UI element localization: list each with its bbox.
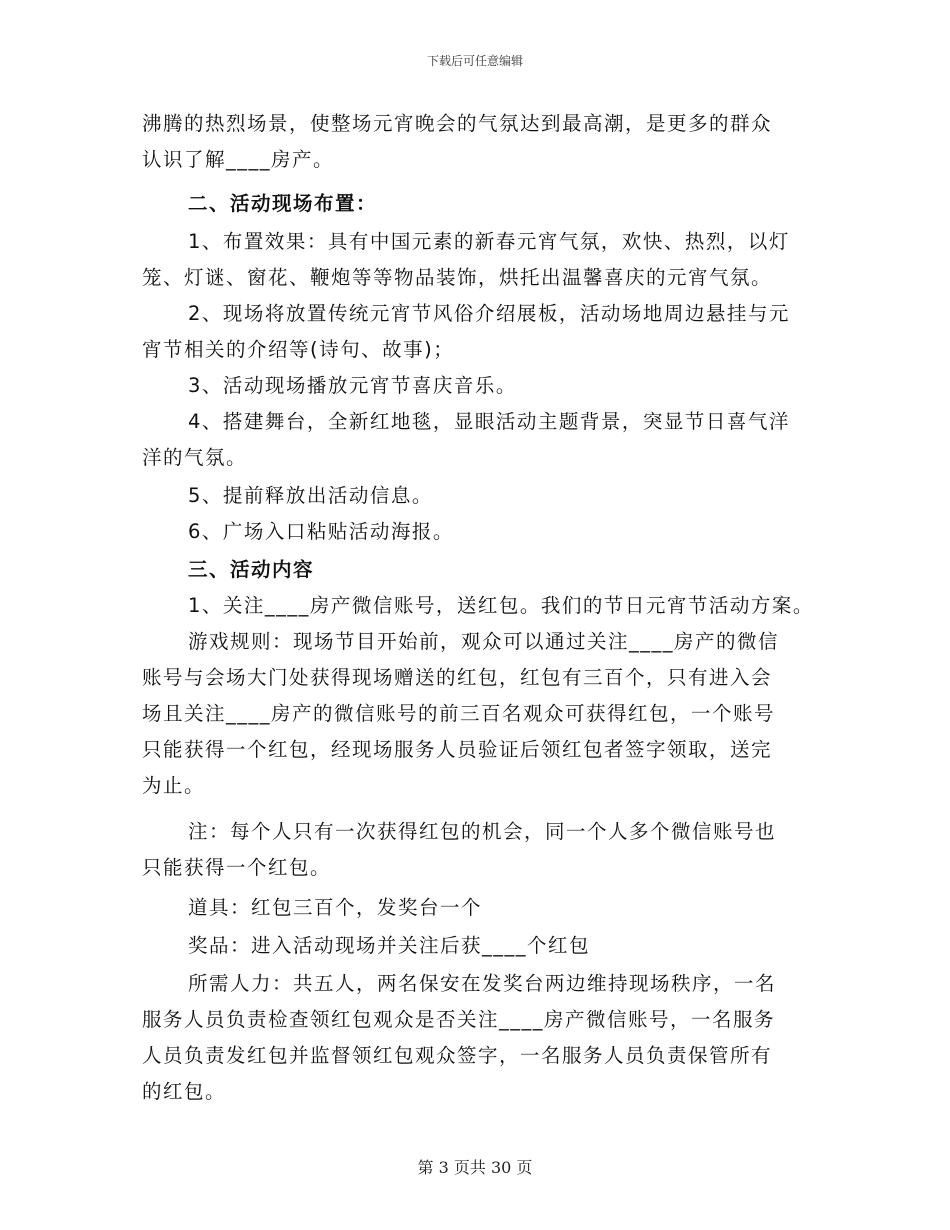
paragraph-line: 注：每个人只有一次获得红包的机会，同一个人多个微信账号也 (188, 820, 777, 843)
paragraph-line: 账号与会场大门处获得现场赠送的红包，红包有三百个，只有进入会 (142, 666, 773, 689)
paragraph-line: 奖品：进入活动现场并关注后获____个红包 (188, 934, 591, 957)
page-header: 下载后可任意编辑 (426, 54, 523, 68)
section-heading: 三、活动内容 (188, 558, 315, 581)
paragraph-line: 5、提前释放出活动信息。 (188, 484, 433, 507)
paragraph-line: 游戏规则：现场节目开始前，观众可以通过关注____房产的微信 (188, 630, 780, 653)
paragraph-line: 认识了解____房产。 (142, 148, 335, 171)
paragraph-line: 只能获得一个红包。 (142, 856, 332, 879)
paragraph-line: 沸腾的热烈场景，使整场元宵晚会的气氛达到最高潮，是更多的群众 (142, 112, 773, 135)
paragraph-line: 的红包。 (142, 1080, 227, 1103)
paragraph-line: 人员负责发红包并监督领红包观众签字，一名服务人员负责保管所有 (142, 1044, 773, 1067)
paragraph-line: 场且关注____房产的微信账号的前三百名观众可获得红包，一个账号 (142, 702, 776, 725)
paragraph-line: 1、关注____房产微信账号，送红包。我们的节日元宵节活动方案。 (188, 594, 814, 617)
paragraph-line: 宵节相关的介绍等(诗句、故事)； (142, 338, 455, 361)
paragraph-line: 洋的气氛。 (142, 446, 248, 469)
paragraph-line: 6、广场入口粘贴活动海报。 (188, 520, 454, 543)
paragraph-line: 服务人员负责检查领红包观众是否关注____房产微信账号，一名服务 (142, 1008, 776, 1031)
paragraph-line: 1、布置效果：具有中国元素的新春元宵气氛，欢快、热烈，以灯 (188, 230, 790, 253)
paragraph-line: 为止。 (142, 774, 206, 797)
paragraph-line: 4、搭建舞台，全新红地毯，显眼活动主题背景，突显节日喜气洋 (188, 410, 790, 433)
page-footer: 第 3 页共 30 页 (417, 1158, 533, 1177)
paragraph-line: 笼、灯谜、窗花、鞭炮等等物品装饰，烘托出温馨喜庆的元宵气氛。 (142, 266, 773, 289)
paragraph-line: 3、活动现场播放元宵节喜庆音乐。 (188, 374, 517, 397)
section-heading: 二、活动现场布置： (188, 192, 378, 215)
paragraph-line: 2、现场将放置传统元宵节风俗介绍展板，活动场地周边悬挂与元 (188, 302, 790, 325)
paragraph-line: 只能获得一个红包，经现场服务人员验证后领红包者签字领取，送完 (142, 738, 773, 761)
paragraph-line: 道具：红包三百个，发奖台一个 (188, 896, 483, 919)
paragraph-line: 所需人力：共五人，两名保安在发奖台两边维持现场秩序，一名 (188, 972, 777, 995)
